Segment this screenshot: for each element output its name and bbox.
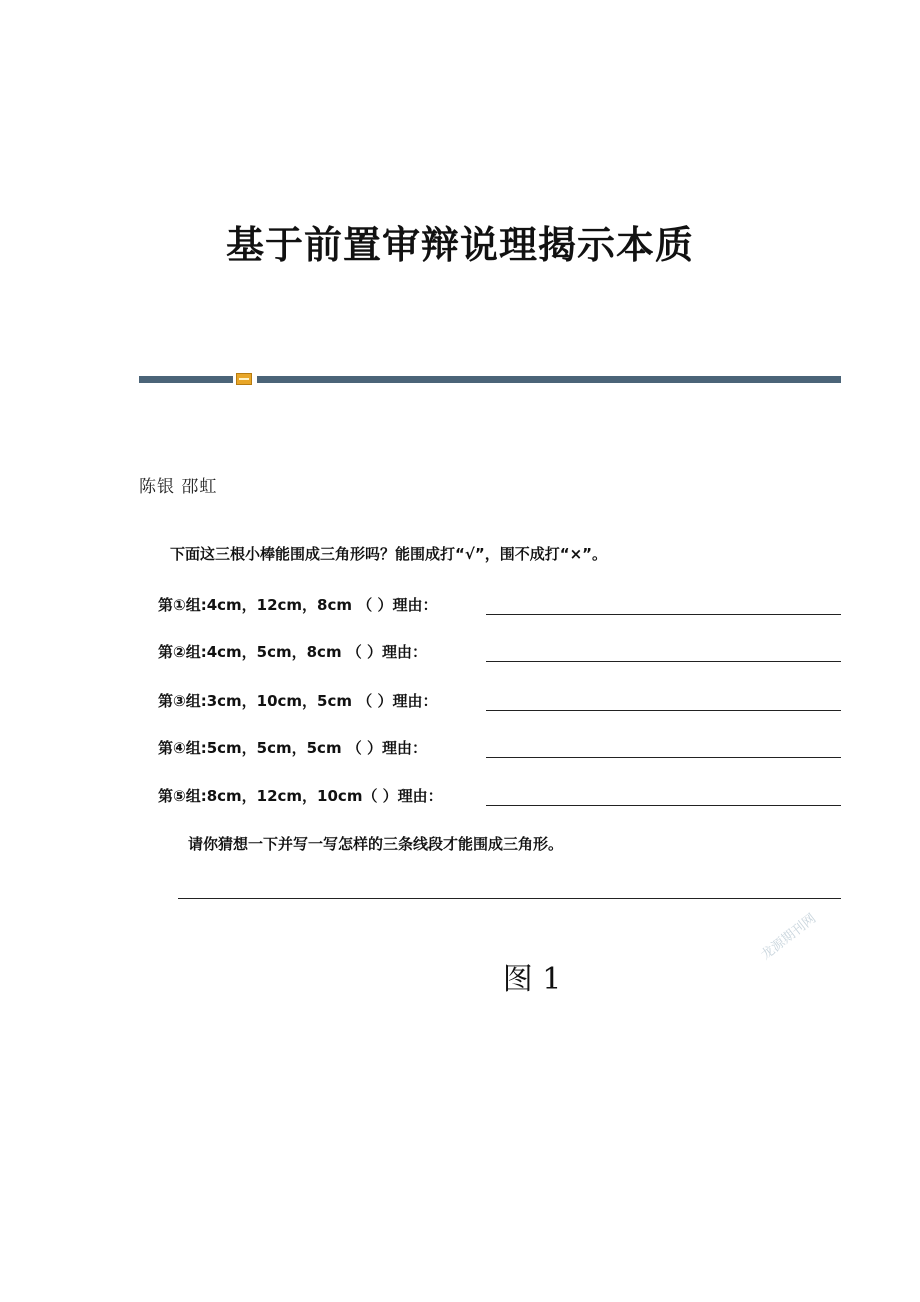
worksheet-row (158, 737, 427, 758)
row-text: 第①组:4cm，12cm，8cm （ ）理由： (158, 596, 438, 614)
divider-badge-icon (236, 373, 252, 385)
reason-blank-line (486, 757, 841, 758)
row-text: 第⑤组:8cm，12cm，10cm（ ）理由： (158, 787, 443, 805)
row-text: 第④组:5cm，5cm，5cm （ ）理由： (158, 739, 428, 757)
figure-caption: 图 1 (502, 962, 562, 997)
worksheet-question: 请你猜想一下并写一写怎样的三条线段才能围成三角形。 (188, 835, 564, 853)
answer-blank-line (178, 898, 841, 899)
worksheet-row (158, 641, 427, 662)
reason-blank-line (486, 614, 841, 615)
row-text: 第②组:4cm，5cm，8cm （ ）理由： (158, 643, 428, 661)
reason-blank-line (486, 661, 841, 662)
divider-bar-right (257, 376, 841, 383)
watermark: 龙源期刊网 (758, 911, 820, 963)
reason-blank-line (486, 710, 841, 711)
worksheet-row (158, 785, 443, 806)
section-divider (139, 375, 841, 384)
divider-bar-left (139, 376, 233, 383)
worksheet-figure (150, 535, 850, 915)
reason-blank-line (486, 805, 841, 806)
worksheet-instruction: 下面这三根小棒能围成三角形吗？能围成打“√”，围不成打“×”。 (170, 545, 608, 563)
worksheet-row (158, 690, 437, 711)
authors: 陈银 邵虹 (139, 477, 218, 497)
worksheet-row (158, 594, 437, 615)
row-text: 第③组:3cm，10cm，5cm （ ）理由： (158, 692, 438, 710)
page-title: 基于前置审辩说理揭示本质 (225, 222, 694, 267)
